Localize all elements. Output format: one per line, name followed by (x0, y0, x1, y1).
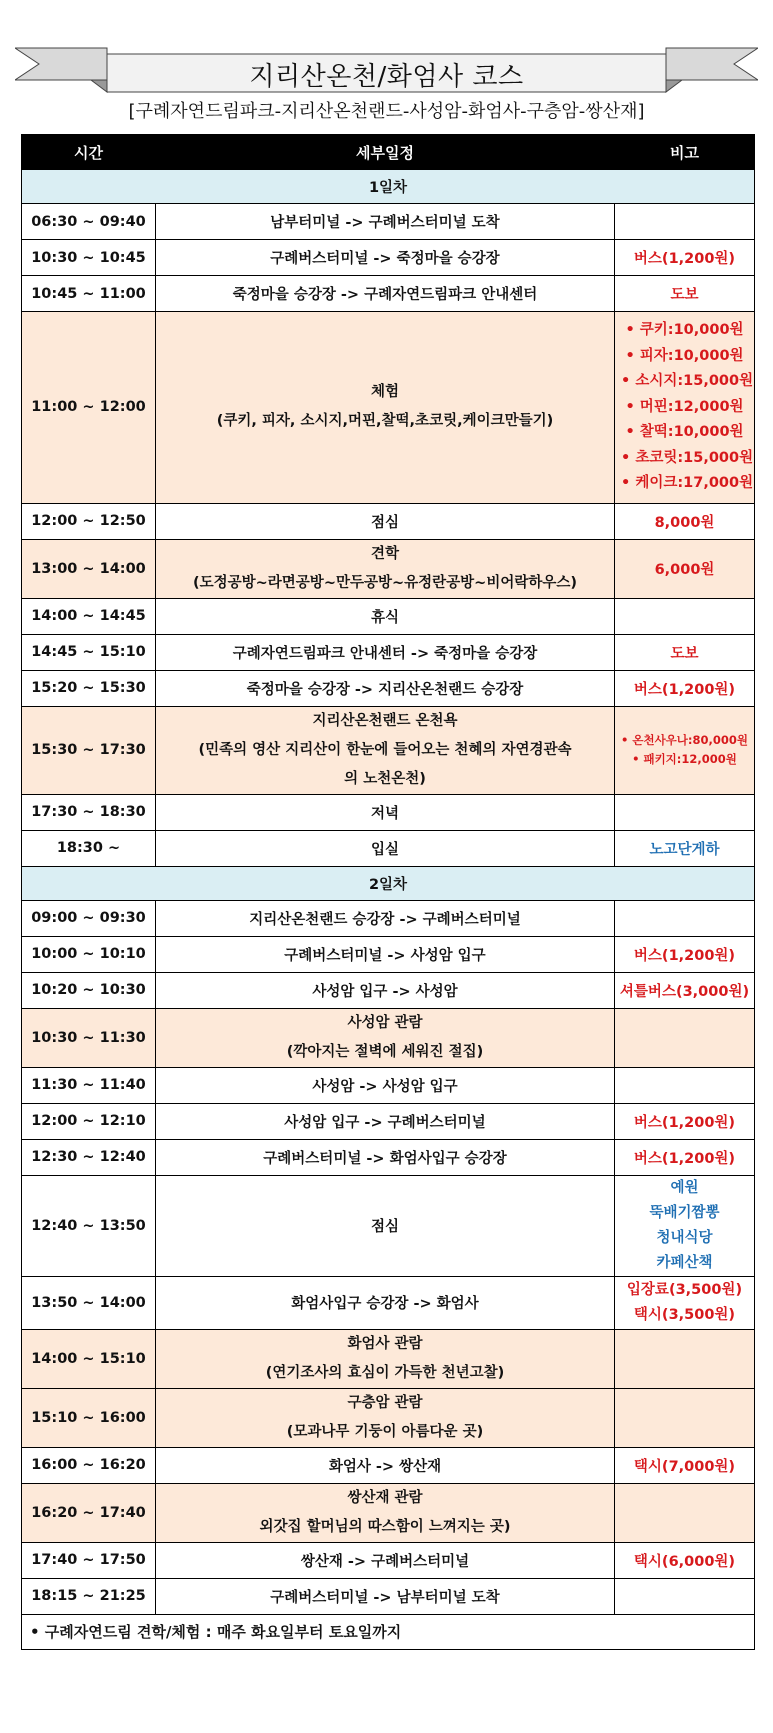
detail-cell (156, 706, 615, 794)
detail-line: (도정공방~라면공방~만두공방~유정란공방~비어락하우스) (192, 574, 577, 591)
detail-line: 죽정마을 승강장 -> 지리산온천랜드 승강장 (246, 681, 524, 698)
time-cell: 14:45 ~ 15:10 (22, 634, 156, 670)
note-item: • 머핀:12,000원 (625, 398, 744, 415)
day-row (22, 170, 755, 204)
day-label: 2일차 (22, 866, 755, 900)
table-row (22, 503, 755, 539)
detail-cell (156, 240, 615, 276)
note-cell (615, 1139, 755, 1175)
detail-cell (156, 1578, 615, 1614)
time-cell: 14:00 ~ 14:45 (22, 598, 156, 634)
time-cell: 11:00 ~ 12:00 (22, 312, 156, 504)
note-cell (615, 1103, 755, 1139)
header-note: 비고 (615, 135, 755, 170)
table-row (22, 1483, 755, 1542)
note-cell (615, 936, 755, 972)
detail-line: 점심 (370, 514, 399, 531)
note-cell (615, 830, 755, 866)
detail-line: 화엄사입구 승강장 -> 화엄사 (291, 1296, 479, 1312)
schedule-body (22, 170, 755, 1615)
note-cell (615, 1447, 755, 1483)
time-cell: 16:20 ~ 17:40 (22, 1483, 156, 1542)
time-cell: 12:00 ~ 12:10 (22, 1103, 156, 1139)
detail-line: 구례버스터미널 -> 화엄사입구 승강장 (263, 1150, 507, 1167)
detail-line: 남부터미널 -> 구례버스터미널 도착 (270, 215, 500, 231)
time-cell: 09:00 ~ 09:30 (22, 900, 156, 936)
footer-note: • 구례자연드림 견학/체험 : 매주 화요일부터 토요일까지 (22, 1614, 755, 1649)
table-row (22, 1388, 755, 1447)
detail-line: (쿠키, 피자, 소시지,머핀,찰떡,초코릿,케이크만들기) (216, 413, 554, 430)
note-item: • 쿠키:10,000원 (625, 322, 744, 338)
table-row (22, 1175, 755, 1276)
note-cell (615, 539, 755, 598)
note-item: 노고단게하 (649, 841, 720, 858)
time-cell: 16:00 ~ 16:20 (22, 1447, 156, 1483)
detail-line: 구례버스터미널 -> 사성암 입구 (284, 947, 486, 964)
header-time: 시간 (22, 135, 156, 170)
detail-cell (156, 1175, 615, 1276)
detail-line: 외갓집 할머님의 따스함이 느껴지는 곳) (259, 1518, 511, 1535)
note-cell (615, 634, 755, 670)
note-cell (615, 706, 755, 794)
time-cell: 12:30 ~ 12:40 (22, 1139, 156, 1175)
time-cell: 13:00 ~ 14:00 (22, 539, 156, 598)
note-cell (615, 598, 755, 634)
detail-cell (156, 1008, 615, 1067)
note-cell (615, 1542, 755, 1578)
time-cell: 12:00 ~ 12:50 (22, 503, 156, 539)
note-item: 셔틀버스(3,000원) (619, 983, 750, 1000)
note-cell (615, 900, 755, 936)
note-cell (615, 1175, 755, 1276)
detail-cell (156, 1139, 615, 1175)
title-banner (15, 46, 758, 94)
detail-line: 쌍산재 -> 구례버스터미널 (300, 1553, 470, 1570)
time-cell: 10:30 ~ 11:30 (22, 1008, 156, 1067)
day-label: 1일차 (22, 170, 755, 204)
note-cell (615, 1388, 755, 1447)
note-item: 택시(3,500원) (633, 1306, 736, 1323)
note-cell (615, 1483, 755, 1542)
detail-line: 지리산온천랜드 승강장 -> 구례버스터미널 (249, 911, 521, 928)
note-cell (615, 503, 755, 539)
note-cell (615, 1578, 755, 1614)
table-row (22, 598, 755, 634)
table-row (22, 936, 755, 972)
detail-line: 구례버스터미널 -> 남부터미널 도착 (270, 1589, 500, 1606)
note-item: 입장료(3,500원) (626, 1281, 743, 1298)
table-row (22, 794, 755, 830)
note-item: 예원 (670, 1179, 699, 1196)
note-item: • 찰떡:10,000원 (625, 424, 744, 440)
note-item: 버스(1,200원) (633, 1114, 736, 1131)
detail-line: 견학 (370, 545, 399, 562)
note-item: 택시(7,000원) (633, 1458, 736, 1475)
note-cell (615, 1329, 755, 1388)
note-item: • 온천사우나:80,000원 (621, 733, 748, 747)
note-item: 버스(1,200원) (633, 1150, 736, 1167)
table-row (22, 276, 755, 312)
time-cell: 15:10 ~ 16:00 (22, 1388, 156, 1447)
header-detail: 세부일정 (156, 135, 615, 170)
detail-cell (156, 598, 615, 634)
time-cell: 18:15 ~ 21:25 (22, 1578, 156, 1614)
note-item: 뚝배기짬뽕 (649, 1204, 720, 1221)
table-row (22, 240, 755, 276)
note-item: 8,000원 (654, 514, 715, 531)
time-cell: 10:45 ~ 11:00 (22, 276, 156, 312)
detail-cell (156, 1329, 615, 1388)
table-row (22, 1103, 755, 1139)
table-row (22, 1578, 755, 1614)
footer-row (22, 1614, 755, 1649)
note-cell (615, 1067, 755, 1103)
detail-cell (156, 900, 615, 936)
table-row (22, 539, 755, 598)
detail-line: 휴식 (370, 609, 399, 626)
detail-line: (연기조사의 효심이 가득한 천년고찰) (265, 1364, 505, 1381)
detail-line: 화엄사 -> 쌍산재 (328, 1458, 442, 1475)
time-cell: 14:00 ~ 15:10 (22, 1329, 156, 1388)
detail-cell (156, 794, 615, 830)
time-cell: 10:30 ~ 10:45 (22, 240, 156, 276)
time-cell: 10:00 ~ 10:10 (22, 936, 156, 972)
detail-line: 저녁 (370, 805, 399, 822)
note-cell (615, 1008, 755, 1067)
note-item: 청내식당 (656, 1229, 713, 1246)
detail-cell (156, 276, 615, 312)
note-item: • 패키지:12,000원 (632, 752, 737, 766)
note-item: • 피자:10,000원 (625, 347, 744, 364)
detail-cell (156, 1447, 615, 1483)
time-cell: 17:30 ~ 18:30 (22, 794, 156, 830)
detail-cell (156, 830, 615, 866)
table-row (22, 706, 755, 794)
table-row (22, 1447, 755, 1483)
table-row (22, 1329, 755, 1388)
detail-cell (156, 634, 615, 670)
detail-cell (156, 1483, 615, 1542)
table-row (22, 204, 755, 240)
note-cell (615, 794, 755, 830)
detail-cell (156, 503, 615, 539)
table-row (22, 1008, 755, 1067)
detail-line: 체험 (370, 384, 399, 401)
time-cell: 15:30 ~ 17:30 (22, 706, 156, 794)
note-item: 버스(1,200원) (633, 681, 736, 698)
note-cell (615, 276, 755, 312)
detail-line: 화엄사 관람 (347, 1335, 423, 1352)
detail-line: 점심 (370, 1219, 399, 1235)
detail-line: 구층암 관람 (347, 1394, 423, 1411)
table-row (22, 1139, 755, 1175)
table-row (22, 1067, 755, 1103)
note-cell (615, 240, 755, 276)
detail-cell (156, 1276, 615, 1329)
note-cell (615, 312, 755, 504)
table-row (22, 312, 755, 504)
detail-line: 사성암 입구 -> 구례버스터미널 (284, 1114, 486, 1131)
detail-cell (156, 1103, 615, 1139)
note-cell (615, 1276, 755, 1329)
time-cell: 06:30 ~ 09:40 (22, 204, 156, 240)
note-item: • 초코릿:15,000원 (621, 449, 754, 466)
detail-line: 사성암 관람 (347, 1014, 423, 1031)
detail-cell (156, 1388, 615, 1447)
note-item: 버스(1,200원) (633, 947, 736, 964)
route-subtitle: [구례자연드림파크-지리산온천랜드-사성암-화엄사-구층암-쌍산재] (128, 101, 645, 122)
note-item: 도보 (670, 287, 699, 303)
note-item: 버스(1,200원) (633, 251, 736, 267)
note-cell (615, 204, 755, 240)
table-row (22, 1276, 755, 1329)
detail-cell (156, 972, 615, 1008)
time-cell: 12:40 ~ 13:50 (22, 1175, 156, 1276)
detail-line: (깍아지는 절벽에 세워진 절집) (286, 1043, 484, 1060)
note-item: 택시(6,000원) (633, 1553, 736, 1570)
detail-cell (156, 936, 615, 972)
table-row (22, 900, 755, 936)
note-item: • 케이크:17,000원 (621, 475, 754, 491)
detail-cell (156, 204, 615, 240)
detail-line: 사성암 입구 -> 사성암 (312, 983, 458, 1000)
time-cell: 11:30 ~ 11:40 (22, 1067, 156, 1103)
page-title: 지리산온천/화엄사 코스 (249, 62, 524, 92)
table-header-row (22, 135, 755, 170)
table-row (22, 670, 755, 706)
detail-cell (156, 1067, 615, 1103)
detail-line: (모과나무 기둥이 아름다운 곳) (286, 1423, 484, 1440)
detail-cell (156, 670, 615, 706)
time-cell: 13:50 ~ 14:00 (22, 1276, 156, 1329)
detail-line: 사성암 -> 사성암 입구 (312, 1078, 458, 1095)
note-item: • 소시지:15,000원 (621, 373, 754, 389)
time-cell: 15:20 ~ 15:30 (22, 670, 156, 706)
note-item: 6,000원 (654, 562, 715, 578)
day-row (22, 866, 755, 900)
time-cell: 18:30 ~ (22, 830, 156, 866)
note-cell (615, 972, 755, 1008)
detail-cell (156, 1542, 615, 1578)
detail-line: 죽정마을 승강장 -> 구례자연드림파크 안내센터 (232, 287, 538, 303)
detail-line: 구례자연드림파크 안내센터 -> 죽정마을 승강장 (232, 645, 538, 662)
detail-line: 쌍산재 관람 (347, 1489, 423, 1506)
detail-line: 의 노천온천) (344, 770, 426, 787)
table-row (22, 1542, 755, 1578)
detail-line: 지리산온천랜드 온천욕 (312, 712, 458, 729)
detail-line: 입실 (370, 841, 399, 858)
detail-line: 구례버스터미널 -> 죽정마을 승강장 (270, 251, 500, 267)
detail-cell (156, 312, 615, 504)
schedule-table (21, 134, 755, 1650)
time-cell: 17:40 ~ 17:50 (22, 1542, 156, 1578)
detail-line: (민족의 영산 지리산이 한눈에 들어오는 천혜의 자연경관속 (198, 741, 572, 758)
table-row (22, 972, 755, 1008)
note-item: 카페산책 (656, 1254, 713, 1271)
note-item: 도보 (670, 645, 699, 662)
time-cell: 10:20 ~ 10:30 (22, 972, 156, 1008)
note-cell (615, 670, 755, 706)
detail-cell (156, 539, 615, 598)
table-row (22, 830, 755, 866)
table-row (22, 634, 755, 670)
